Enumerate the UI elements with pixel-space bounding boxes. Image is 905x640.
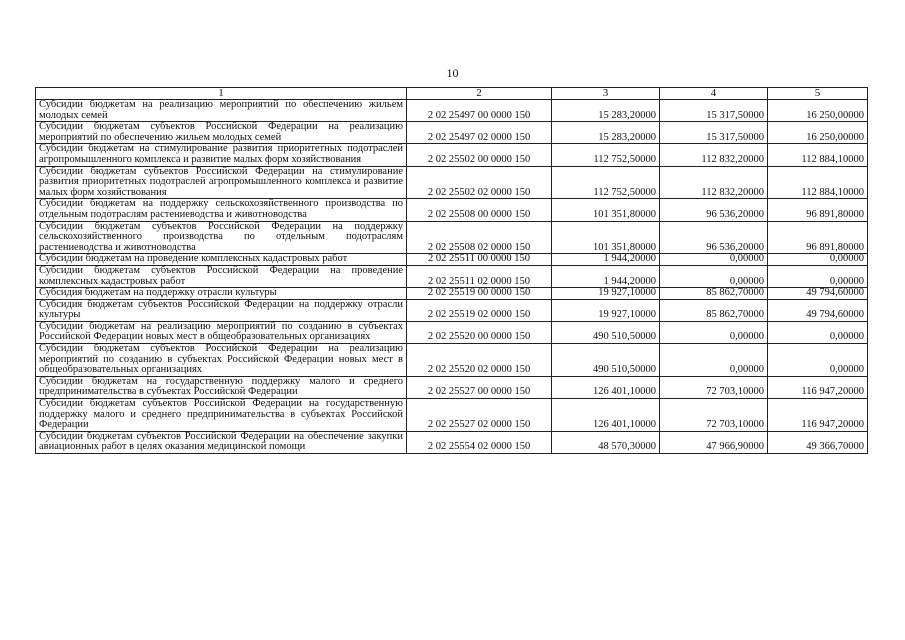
code-cell: 2 02 25508 02 0000 150: [407, 221, 552, 254]
value-col4-cell: 96 536,20000: [660, 221, 768, 254]
value-col3-cell: 126 401,10000: [552, 399, 660, 432]
description-cell: Субсидия бюджетам субъектов Российской Федерации на поддержку отрасли культуры: [36, 299, 407, 321]
description-cell: Субсидии бюджетам на реализацию мероприятий по созданию в субъектах Российской Федерации новых мест в общеобразовательных организациях: [36, 321, 407, 343]
code-cell: 2 02 25520 02 0000 150: [407, 344, 552, 377]
table-row: [36, 221, 868, 254]
value-col5-cell: 116 947,20000: [768, 376, 868, 398]
description-cell: Субсидии бюджетам субъектов Российской Федерации на государственную поддержку малого и среднего предпринимательства в субъектах Российской Федерации: [36, 399, 407, 432]
table-row: [36, 254, 868, 266]
description-cell: Субсидия бюджетам на поддержку отрасли культуры: [36, 288, 407, 300]
value-col5-cell: 96 891,80000: [768, 221, 868, 254]
code-cell: 2 02 25502 02 0000 150: [407, 166, 552, 199]
code-cell: 2 02 25511 02 0000 150: [407, 265, 552, 287]
value-col4-cell: 0,00000: [660, 321, 768, 343]
code-cell: 2 02 25520 00 0000 150: [407, 321, 552, 343]
table-row: [36, 431, 868, 453]
description-cell: Субсидии бюджетам на реализацию мероприятий по обеспечению жильем молодых семей: [36, 100, 407, 122]
description-cell: Субсидии бюджетам субъектов Российской Федерации на проведение комплексных кадастровых работ: [36, 265, 407, 287]
code-cell: 2 02 25497 00 0000 150: [407, 100, 552, 122]
code-cell: 2 02 25527 00 0000 150: [407, 376, 552, 398]
table-row: [36, 321, 868, 343]
column-header: 2: [407, 88, 552, 100]
value-col3-cell: 490 510,50000: [552, 344, 660, 377]
code-cell: 2 02 25508 00 0000 150: [407, 199, 552, 221]
value-col5-cell: 16 250,00000: [768, 100, 868, 122]
value-col5-cell: 16 250,00000: [768, 122, 868, 144]
value-col5-cell: 49 366,70000: [768, 431, 868, 453]
code-cell: 2 02 25511 00 0000 150: [407, 254, 552, 266]
code-cell: 2 02 25527 02 0000 150: [407, 399, 552, 432]
value-col3-cell: 490 510,50000: [552, 321, 660, 343]
value-col4-cell: 72 703,10000: [660, 376, 768, 398]
description-cell: Субсидии бюджетам субъектов Российской Федерации на реализацию мероприятий по обеспечению жильем молодых семей: [36, 122, 407, 144]
value-col4-cell: 15 317,50000: [660, 100, 768, 122]
value-col5-cell: 49 794,60000: [768, 299, 868, 321]
table-row: [36, 299, 868, 321]
description-cell: Субсидии бюджетам на государственную поддержку малого и среднего предпринимательства в субъектах Российской Федерации: [36, 376, 407, 398]
value-col5-cell: 0,00000: [768, 344, 868, 377]
value-col4-cell: 15 317,50000: [660, 122, 768, 144]
column-header: 4: [660, 88, 768, 100]
table-row: [36, 166, 868, 199]
description-cell: Субсидии бюджетам субъектов Российской Федерации на поддержку сельскохозяйственного производства по отдельным подотраслям растениеводства и животноводства: [36, 221, 407, 254]
value-col4-cell: 85 862,70000: [660, 299, 768, 321]
table-row: [36, 399, 868, 432]
table-row: [36, 199, 868, 221]
table-row: [36, 144, 868, 166]
value-col3-cell: 19 927,10000: [552, 299, 660, 321]
table-row: [36, 344, 868, 377]
value-col5-cell: 116 947,20000: [768, 399, 868, 432]
value-col3-cell: 15 283,20000: [552, 100, 660, 122]
description-cell: Субсидии бюджетам на поддержку сельскохозяйственного производства по отдельным подотраслям растениеводства и животноводства: [36, 199, 407, 221]
value-col3-cell: 126 401,10000: [552, 376, 660, 398]
code-cell: 2 02 25554 02 0000 150: [407, 431, 552, 453]
value-col4-cell: 112 832,20000: [660, 144, 768, 166]
description-cell: Субсидии бюджетам субъектов Российской Федерации на обеспечение закупки авиационных работ в целях оказания медицинской помощи: [36, 431, 407, 453]
table-row: [36, 288, 868, 300]
value-col4-cell: 0,00000: [660, 265, 768, 287]
value-col5-cell: 0,00000: [768, 254, 868, 266]
code-cell: 2 02 25497 02 0000 150: [407, 122, 552, 144]
table-row: [36, 100, 868, 122]
value-col5-cell: 112 884,10000: [768, 144, 868, 166]
value-col4-cell: 85 862,70000: [660, 288, 768, 300]
value-col5-cell: 112 884,10000: [768, 166, 868, 199]
value-col4-cell: 96 536,20000: [660, 199, 768, 221]
value-col3-cell: 48 570,30000: [552, 431, 660, 453]
value-col3-cell: 101 351,80000: [552, 199, 660, 221]
value-col4-cell: 0,00000: [660, 344, 768, 377]
description-cell: Субсидии бюджетам на стимулирование развития приоритетных подотраслей агропромышленного комплекса и развитие малых форм хозяйствования: [36, 144, 407, 166]
column-header: 1: [36, 88, 407, 100]
value-col4-cell: 72 703,10000: [660, 399, 768, 432]
value-col3-cell: 101 351,80000: [552, 221, 660, 254]
value-col4-cell: 112 832,20000: [660, 166, 768, 199]
value-col5-cell: 0,00000: [768, 265, 868, 287]
value-col5-cell: 96 891,80000: [768, 199, 868, 221]
code-cell: 2 02 25519 00 0000 150: [407, 288, 552, 300]
value-col4-cell: 47 966,90000: [660, 431, 768, 453]
description-cell: Субсидии бюджетам на проведение комплексных кадастровых работ: [36, 254, 407, 266]
value-col5-cell: 0,00000: [768, 321, 868, 343]
table-row: [36, 122, 868, 144]
table-header-row: [36, 88, 868, 100]
column-header: 3: [552, 88, 660, 100]
value-col3-cell: 19 927,10000: [552, 288, 660, 300]
budget-table: [35, 87, 868, 454]
table-row: [36, 376, 868, 398]
code-cell: 2 02 25502 00 0000 150: [407, 144, 552, 166]
value-col3-cell: 112 752,50000: [552, 144, 660, 166]
value-col3-cell: 15 283,20000: [552, 122, 660, 144]
column-header: 5: [768, 88, 868, 100]
value-col4-cell: 0,00000: [660, 254, 768, 266]
value-col3-cell: 1 944,20000: [552, 254, 660, 266]
table-row: [36, 265, 868, 287]
page-number: 10: [446, 66, 459, 80]
code-cell: 2 02 25519 02 0000 150: [407, 299, 552, 321]
value-col3-cell: 1 944,20000: [552, 265, 660, 287]
description-cell: Субсидии бюджетам субъектов Российской Федерации на реализацию мероприятий по созданию в субъектах Российской Федерации новых мест в общеобразовательных организациях: [36, 344, 407, 377]
value-col3-cell: 112 752,50000: [552, 166, 660, 199]
value-col5-cell: 49 794,60000: [768, 288, 868, 300]
description-cell: Субсидии бюджетам субъектов Российской Федерации на стимулирование развития приоритетных подотраслей агропромышленного комплекса и развитие малых форм хозяйствования: [36, 166, 407, 199]
